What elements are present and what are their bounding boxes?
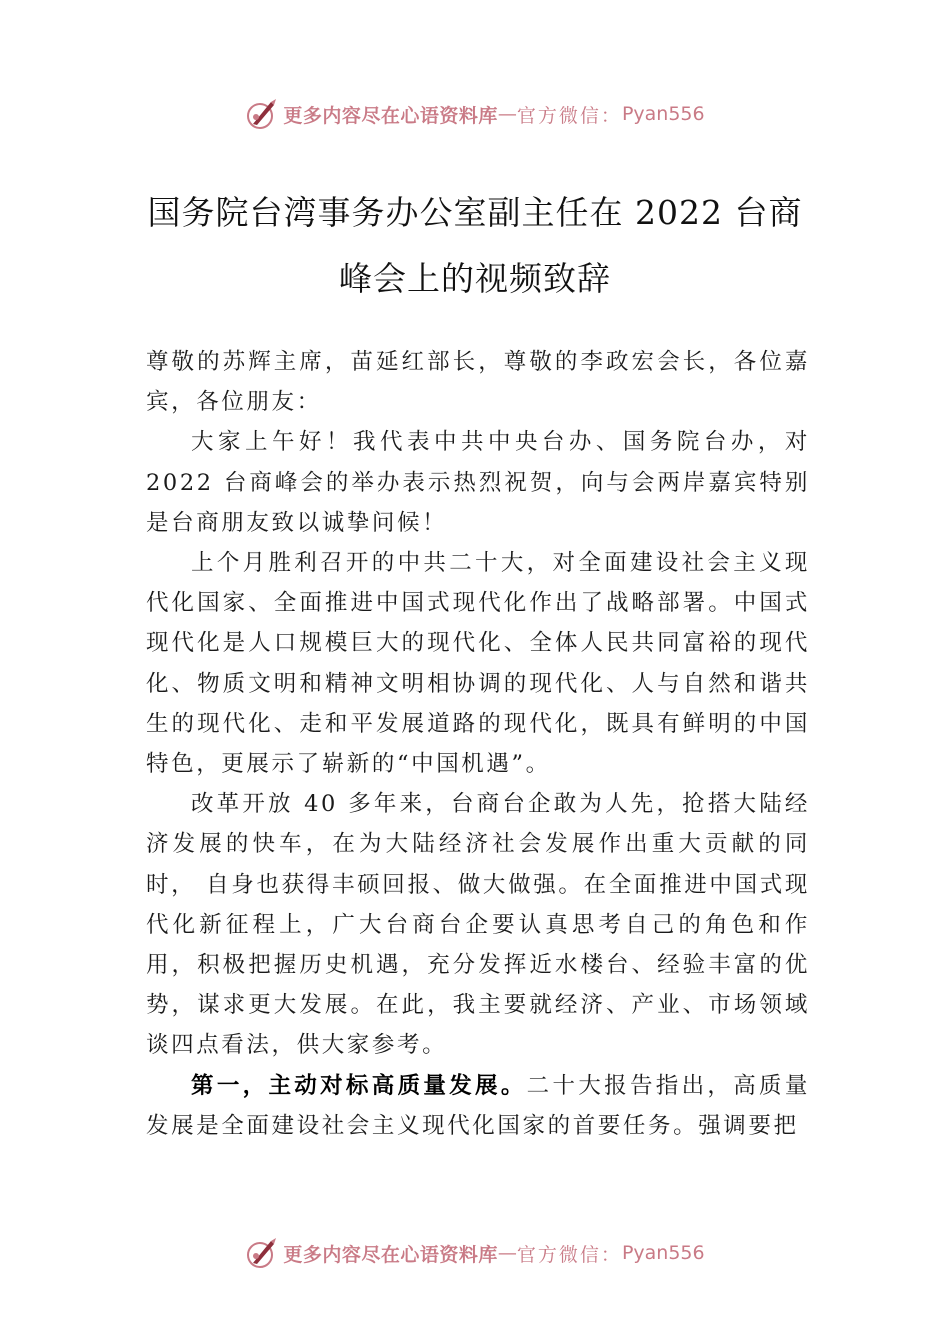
banner-brand: 更多内容尽在心语资料库 [283, 1243, 498, 1266]
salutation-paragraph: 尊敬的苏辉主席，苗延红部长，尊敬的李政宏会长，各位嘉宾，各位朋友： [146, 349, 810, 416]
banner-wechat-id: Pyan556 [621, 103, 705, 125]
banner-brand: 更多内容尽在心语资料库 [283, 104, 498, 127]
body-paragraph-4 [146, 1066, 810, 1146]
banner-wechat-id: Pyan556 [621, 1242, 705, 1264]
body-paragraph-1: 大家上午好！我代表中共中央台办、国务院台办，对 2022 台商峰会的举办表示热烈祝贺，向与会两岸嘉宾特别是台商朋友致以诚挚问候！ [146, 429, 810, 536]
quill-logo-icon [245, 1236, 279, 1270]
banner-wechat-label: 官方微信： [516, 1243, 622, 1266]
body-paragraph-3: 改革开放 40 多年来，台商台企敢为人先，抢搭大陆经济发展的快车，在为大陆经济社会发展作出重大贡献的同时， 自身也获得丰硕回报、做大做强。在全面推进中国式现代化新征程上，广大台商台企要认真思考自己的角色和作用，积极把握历史机遇，充分发挥近水楼台、经验丰富的优势，谋求更大发展。在此，我主要就经济、产业、市场领域谈四点看法，供大家参考。 [146, 791, 810, 1059]
banner-separator: — [497, 103, 517, 125]
header-banner [0, 94, 950, 134]
footer-banner [0, 1233, 950, 1273]
title-line-2: 峰会上的视频致辞 [339, 259, 611, 298]
quill-logo-icon [245, 97, 279, 131]
banner-separator: — [497, 1242, 517, 1264]
section-heading-first: 第一，主动对标高质量发展。 [191, 1072, 527, 1099]
body-paragraph-2: 上个月胜利召开的中共二十大，对全面建设社会主义现代化国家、全面推进中国式现代化作出了战略部署。中国式现代化是人口规模巨大的现代化、全体人民共同富裕的现代化、物质文明和精神文明相协调的现代化、人与自然和谐共生的现代化、走和平发展道路的现代化，既具有鲜明的中国特色，更展示了崭新的“中国机遇”。 [146, 550, 810, 778]
title-line-1: 国务院台湾事务办公室副主任在 2022 台商 [147, 193, 803, 232]
banner-wechat-label: 官方微信： [516, 104, 622, 127]
document-body [146, 342, 810, 1146]
document-title [120, 180, 830, 312]
body-paragraph-4-text: 二十大报告指出，高质量发展是全面建设社会主义现代化国家的首要任务。强调要把 [146, 1072, 810, 1139]
